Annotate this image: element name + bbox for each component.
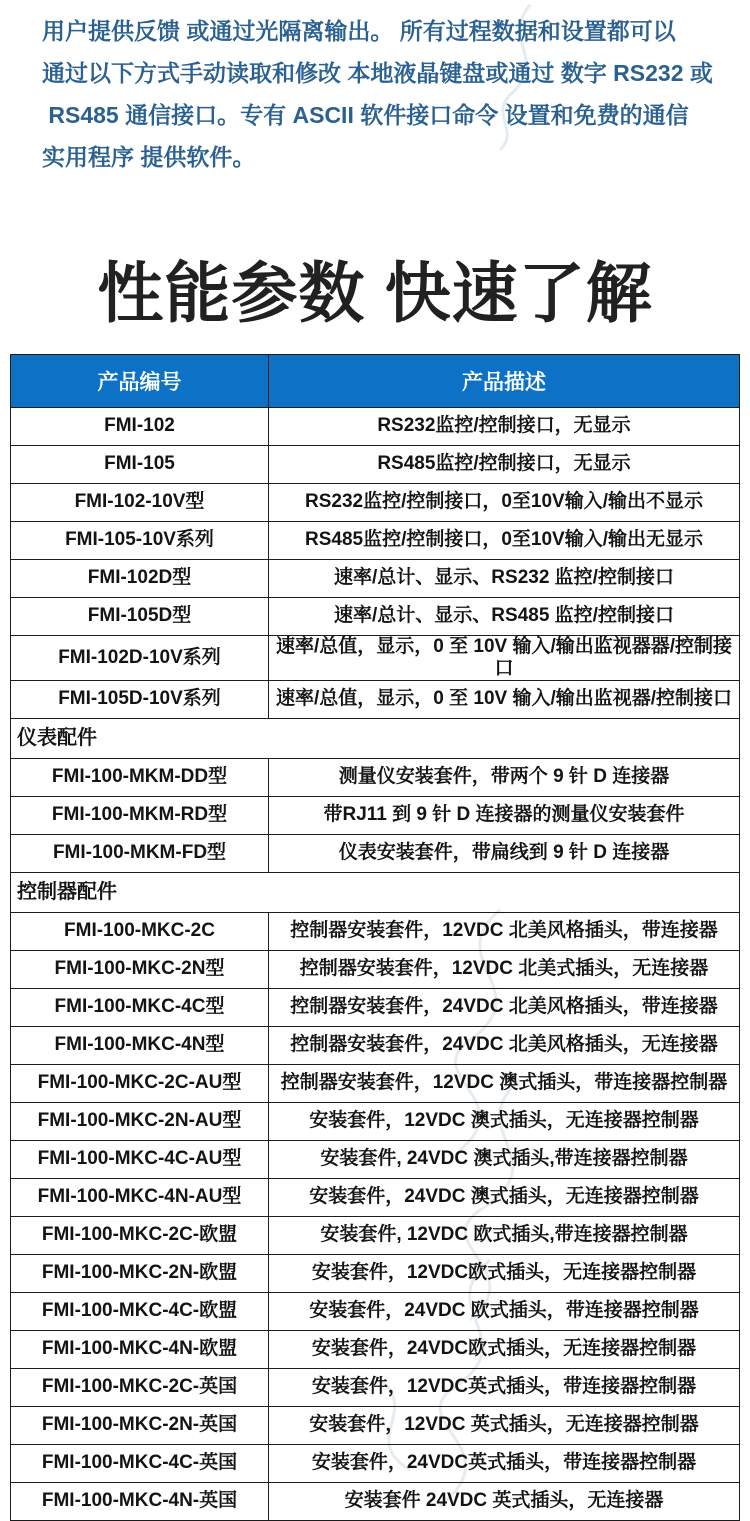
table-row (11, 1254, 740, 1292)
table-row (11, 1444, 740, 1482)
product-model-cell: FMI-100-MKC-2N-英国 (11, 1406, 269, 1444)
product-model-cell: FMI-105D型 (11, 597, 269, 635)
product-model-cell: FMI-100-MKM-DD型 (11, 758, 269, 796)
table-row (11, 1482, 740, 1520)
product-desc-cell: RS232监控/控制接口，无显示 (269, 407, 740, 445)
table-row (11, 1216, 740, 1254)
section-label: 控制器配件 (11, 872, 740, 912)
table-row (11, 988, 740, 1026)
product-model-cell: FMI-100-MKC-4C-欧盟 (11, 1292, 269, 1330)
product-model-cell: FMI-100-MKC-4N-欧盟 (11, 1330, 269, 1368)
product-spec-table (10, 354, 740, 1521)
table-row (11, 635, 740, 680)
product-model-cell: FMI-102-10V型 (11, 483, 269, 521)
product-model-cell: FMI-100-MKC-2C-AU型 (11, 1064, 269, 1102)
product-desc-cell: 安装套件，24VDC 欧式插头，带连接器控制器 (269, 1292, 740, 1330)
product-desc-cell: 安装套件 24VDC 英式插头，无连接器 (269, 1482, 740, 1520)
product-desc-cell: 控制器安装套件，12VDC 北美式插头，无连接器 (269, 950, 740, 988)
section-label: 仪表配件 (11, 718, 740, 758)
product-desc-cell: 仪表安装套件，带扁线到 9 针 D 连接器 (269, 834, 740, 872)
product-desc-cell: 控制器安装套件，12VDC 北美风格插头，带连接器 (269, 912, 740, 950)
product-model-cell: FMI-100-MKC-4C-英国 (11, 1444, 269, 1482)
table-row (11, 445, 740, 483)
table-row (11, 407, 740, 445)
table-row (11, 1026, 740, 1064)
product-desc-cell: 速率/总计、显示、RS485 监控/控制接口 (269, 597, 740, 635)
table-row (11, 834, 740, 872)
product-desc-cell: RS485监控/控制接口，0至10V输入/输出无显示 (269, 521, 740, 559)
intro-line: 实用程序 提供软件。 (42, 144, 256, 170)
section-row (11, 718, 740, 758)
page-title: 性能参数 快速了解 (97, 256, 653, 330)
product-desc-cell: 控制器安装套件，12VDC 澳式插头，带连接器控制器 (269, 1064, 740, 1102)
column-header-model: 产品编号 (11, 354, 269, 407)
intro-paragraph (0, 0, 750, 178)
table-row (11, 1140, 740, 1178)
product-model-cell: FMI-100-MKC-4N-AU型 (11, 1178, 269, 1216)
table-row (11, 559, 740, 597)
table-row (11, 521, 740, 559)
product-model-cell: FMI-105-10V系列 (11, 521, 269, 559)
product-desc-cell: 安装套件，12VDC 英式插头，无连接器控制器 (269, 1406, 740, 1444)
intro-line: 用户提供反馈 或通过光隔离输出。 所有过程数据和设置都可以 (42, 18, 676, 44)
product-desc-cell: 带RJ11 到 9 针 D 连接器的测量仪安装套件 (269, 796, 740, 834)
product-model-cell: FMI-100-MKC-4C-AU型 (11, 1140, 269, 1178)
product-model-cell: FMI-102D型 (11, 559, 269, 597)
table-header (11, 354, 740, 407)
product-desc-cell: 安装套件，12VDC 澳式插头，无连接器控制器 (269, 1102, 740, 1140)
product-desc-cell: 安装套件, 24VDC 澳式插头,带连接器控制器 (269, 1140, 740, 1178)
table-row (11, 483, 740, 521)
product-model-cell: FMI-105 (11, 445, 269, 483)
product-model-cell: FMI-100-MKC-2C-英国 (11, 1368, 269, 1406)
table-row (11, 1102, 740, 1140)
product-desc-cell: RS485监控/控制接口，无显示 (269, 445, 740, 483)
table-row (11, 796, 740, 834)
product-desc-cell: RS232监控/控制接口，0至10V输入/输出不显示 (269, 483, 740, 521)
product-model-cell: FMI-100-MKC-2C (11, 912, 269, 950)
table-row (11, 597, 740, 635)
product-model-cell: FMI-100-MKM-FD型 (11, 834, 269, 872)
product-desc-cell: 安装套件，12VDC英式插头，带连接器控制器 (269, 1368, 740, 1406)
product-desc-cell: 控制器安装套件，24VDC 北美风格插头，带连接器 (269, 988, 740, 1026)
product-desc-cell: 安装套件，12VDC欧式插头，无连接器控制器 (269, 1254, 740, 1292)
table-row (11, 1064, 740, 1102)
intro-line: 通过以下方式手动读取和修改 本地液晶键盘或通过 数字 RS232 或 (42, 60, 713, 86)
product-desc-cell: 安装套件，24VDC欧式插头，无连接器控制器 (269, 1330, 740, 1368)
product-model-cell: FMI-105D-10V系列 (11, 680, 269, 718)
product-model-cell: FMI-100-MKC-2C-欧盟 (11, 1216, 269, 1254)
table-row (11, 1292, 740, 1330)
product-desc-cell: 安装套件，24VDC英式插头，带连接器控制器 (269, 1444, 740, 1482)
product-desc-cell: 控制器安装套件，24VDC 北美风格插头，无连接器 (269, 1026, 740, 1064)
product-desc-cell: 速率/总值，显示，0 至 10V 输入/输出监视器/控制接口 (269, 680, 740, 718)
product-model-cell: FMI-100-MKC-2N-AU型 (11, 1102, 269, 1140)
product-model-cell: FMI-102 (11, 407, 269, 445)
product-model-cell: FMI-100-MKC-2N型 (11, 950, 269, 988)
product-desc-cell: 安装套件，24VDC 澳式插头，无连接器控制器 (269, 1178, 740, 1216)
product-desc-cell: 测量仪安装套件，带两个 9 针 D 连接器 (269, 758, 740, 796)
intro-line: RS485 通信接口。专有 ASCII 软件接口命令 设置和免费的通信 (42, 102, 689, 128)
product-model-cell: FMI-100-MKC-4N型 (11, 1026, 269, 1064)
table-row (11, 680, 740, 718)
table-row (11, 1368, 740, 1406)
product-desc-cell: 速率/总计、显示、RS232 监控/控制接口 (269, 559, 740, 597)
product-model-cell: FMI-100-MKC-2N-欧盟 (11, 1254, 269, 1292)
product-desc-cell: 安装套件, 12VDC 欧式插头,带连接器控制器 (269, 1216, 740, 1254)
product-model-cell: FMI-102D-10V系列 (11, 635, 269, 680)
section-row (11, 872, 740, 912)
table-row (11, 758, 740, 796)
table-row (11, 912, 740, 950)
table-row (11, 1406, 740, 1444)
product-model-cell: FMI-100-MKC-4C型 (11, 988, 269, 1026)
product-desc-cell: 速率/总值，显示，0 至 10V 输入/输出监视器器/控制接口 (269, 635, 740, 680)
product-model-cell: FMI-100-MKM-RD型 (11, 796, 269, 834)
product-model-cell: FMI-100-MKC-4N-英国 (11, 1482, 269, 1520)
table-row (11, 1330, 740, 1368)
table-row (11, 1178, 740, 1216)
table-header-row (11, 354, 740, 407)
column-header-description: 产品描述 (269, 354, 740, 407)
spec-table-body (11, 407, 740, 1520)
table-row (11, 950, 740, 988)
